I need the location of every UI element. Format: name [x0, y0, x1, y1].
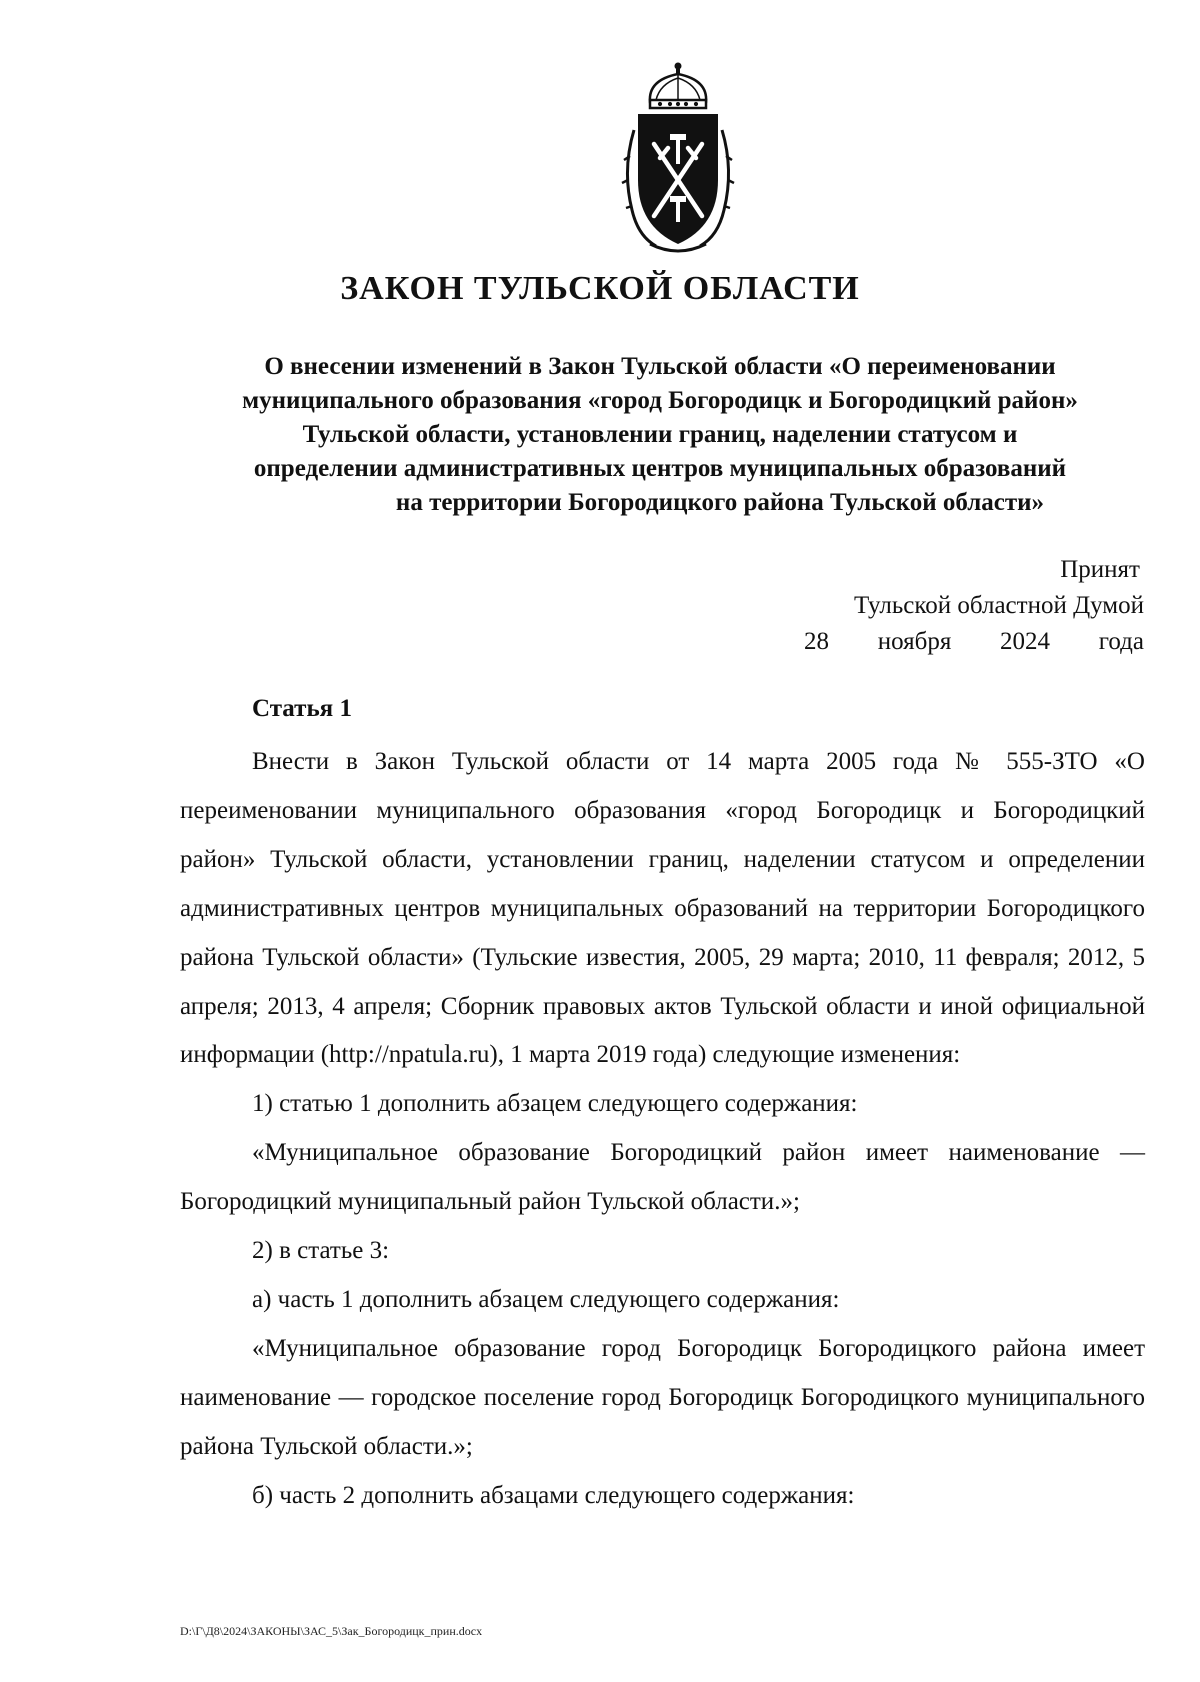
- law-subject: [160, 350, 1160, 520]
- file-path-footer: D:\Г\Д8\2024\ЗАКОНЫ\ЗАС_5\Зак_Богородицк_прин.docx: [180, 1624, 483, 1638]
- adoption-year: 2024: [1000, 628, 1051, 655]
- law-subject-line: Тульской области, установлении границ, наделении статусом и: [302, 421, 1018, 448]
- article-paragraph: а) часть 1 дополнить абзацем следующего содержания:: [252, 1285, 840, 1313]
- law-subject-line: муниципального образования «город Богородицк и Богородицкий район»: [242, 387, 1078, 414]
- article-paragraph: «Муниципальное образование Богородицкий район имеет наименование — Богородицкий муниципальный район Тульской области.»;: [180, 1139, 1145, 1216]
- tula-coat-of-arms-icon: [620, 60, 736, 260]
- article-paragraph: 2) в статье 3:: [252, 1237, 390, 1265]
- article-paragraph: «Муниципальное образование город Богородицк Богородицкого района имеет наименование — городское поселение город Богородицк Богородицкого муниципального района Тульской области.»;: [180, 1334, 1145, 1460]
- article-paragraph: 1) статью 1 дополнить абзацем следующего содержания:: [252, 1090, 858, 1118]
- article-heading: Статья 1: [252, 695, 352, 722]
- article-paragraph: Внести в Закон Тульской области от 14 марта 2005 года № 555-ЗТО «О переименовании муниципального образования «город Богородицк и Богородицкий район» Тульской области, установлении границ, наделении статусом и определении административных центров муниципальных образований на территории Богородицкого района Тульской области» (Тульские известия, 2005, 29 марта; 2010, 11 февраля; 2012, 5 апреля; 2013, 4 апреля; Сборник правовых актов Тульской области и иной официальной информации (http://npatula.ru), 1 марта 2019 года) следующие изменения:: [180, 748, 1145, 1069]
- article-paragraph: б) часть 2 дополнить абзацами следующего содержания:: [252, 1481, 855, 1509]
- adoption-day: 28: [804, 628, 829, 655]
- law-subject-line: О внесении изменений в Закон Тульской области «О переименовании: [264, 353, 1056, 380]
- law-subject-line: определении административных центров муниципальных образований: [253, 455, 1067, 482]
- adoption-month: ноября: [877, 628, 952, 655]
- law-title: ЗАКОН ТУЛЬСКОЙ ОБЛАСТИ: [340, 270, 860, 307]
- adoption-block: [804, 552, 1144, 660]
- adoption-date: [804, 624, 1144, 660]
- adoption-line: Принят: [1060, 556, 1140, 583]
- article-body: [180, 738, 1145, 1521]
- adoption-line: Тульской областной Думой: [853, 592, 1144, 619]
- law-subject-line: на территории Богородицкого района Тульской области»: [395, 489, 1045, 516]
- adoption-year-word: года: [1098, 628, 1144, 655]
